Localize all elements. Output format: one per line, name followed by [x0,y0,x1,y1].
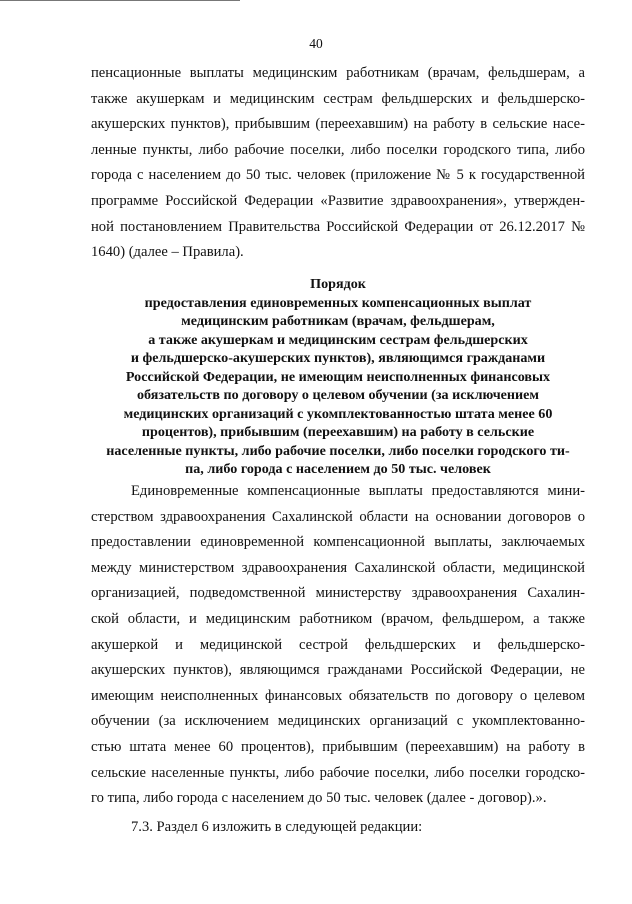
paragraph-line: программе Российской Федерации «Развитие здравоохранения», утвержден- [91,192,585,209]
page-number: 40 [309,36,323,51]
section-heading [91,275,585,479]
paragraph-line: обучении (за исключением медицинских организаций с укомплектованно- [91,713,585,730]
heading-line: а также акушеркам и медицинским сестрам фельдшерских [148,331,528,348]
paragraph-line: акушерских пунктов), прибывшим (переехавшим) на работу в сельские насе- [91,116,585,133]
paragraph-line: ной постановлением Правительства Российской Федерации от 26.12.2017 № [91,218,585,235]
heading-line: населенные пункты, либо рабочие поселки, либо поселки городского ти- [106,442,570,459]
heading-line: Российской Федерации, не имеющим неисполненных финансовых [125,368,551,385]
top-border-line [0,0,240,1]
heading-line: медицинских организаций с укомплектованностью штата менее 60 [123,405,553,422]
paragraph-3: 7.3. Раздел 6 изложить в следующей редакции: [131,819,423,835]
paragraph-line: Единовременные компенсационные выплаты предоставляются мини- [131,483,585,499]
heading-title: Порядок [310,276,366,292]
heading-line: и фельдшерско-акушерских пунктов), являющимся гражданами [130,350,546,366]
heading-line: обязательств по договору о целевом обучении (за исключением [136,387,540,403]
paragraph-line: имеющим неисполненных финансовых обязательств по договору о целевом [91,687,585,704]
heading-line: предоставления единовременных компенсационных выплат [144,294,532,311]
paragraph-line: акушеркой и медицинской сестрой фельдшерских и фельдшерско- [91,636,585,653]
paragraph-line: пенсационные выплаты медицинским работникам (врачам, фельдшерам, а [91,65,585,81]
heading-line: медицинским работникам (врачам, фельдшерам, [181,313,495,329]
heading-line: па, либо города с населением до 50 тыс. человек [185,461,491,477]
heading-line: процентов), прибывшим (переехавшим) на работу в сельские [141,424,535,440]
paragraph-2 [91,479,585,812]
paragraph-1 [91,61,585,266]
paragraph-line: го типа, либо города с населением до 50 тыс. человек (далее - договор).». [91,790,547,807]
paragraph-line: стью штата менее 60 процентов), прибывшим (переехавшим) на работу в [91,738,585,755]
paragraph-line: предоставлении единовременной компенсационной выплаты, заключаемых [91,534,585,551]
paragraph-line: также акушеркам и медицинским сестрам фельдшерских и фельдшерско- [91,90,585,107]
paragraph-line: ленные пункты, либо рабочие поселки, либо поселки городского типа, либо [91,141,585,158]
paragraph-line: ской области, и медицинским работником (врачом, фельдшером, а также [91,610,585,627]
paragraph-line: акушерских пунктов), являющимся гражданами Российской Федерации, не [91,662,585,679]
paragraph-line: города с населением до 50 тыс. человек (приложение № 5 к государственной [91,167,585,184]
paragraph-line: сельские населенные пункты, либо рабочие поселки, либо поселки городско- [91,764,585,781]
paragraph-line: между министерством здравоохранения Сахалинской области, медицинской [91,559,585,576]
paragraph-line: организацией, подведомственной министерству здравоохранения Сахалин- [91,585,585,602]
paragraph-line: 1640) (далее – Правила). [91,244,244,261]
paragraph-line: стерством здравоохранения Сахалинской области на основании договоров о [91,508,585,525]
